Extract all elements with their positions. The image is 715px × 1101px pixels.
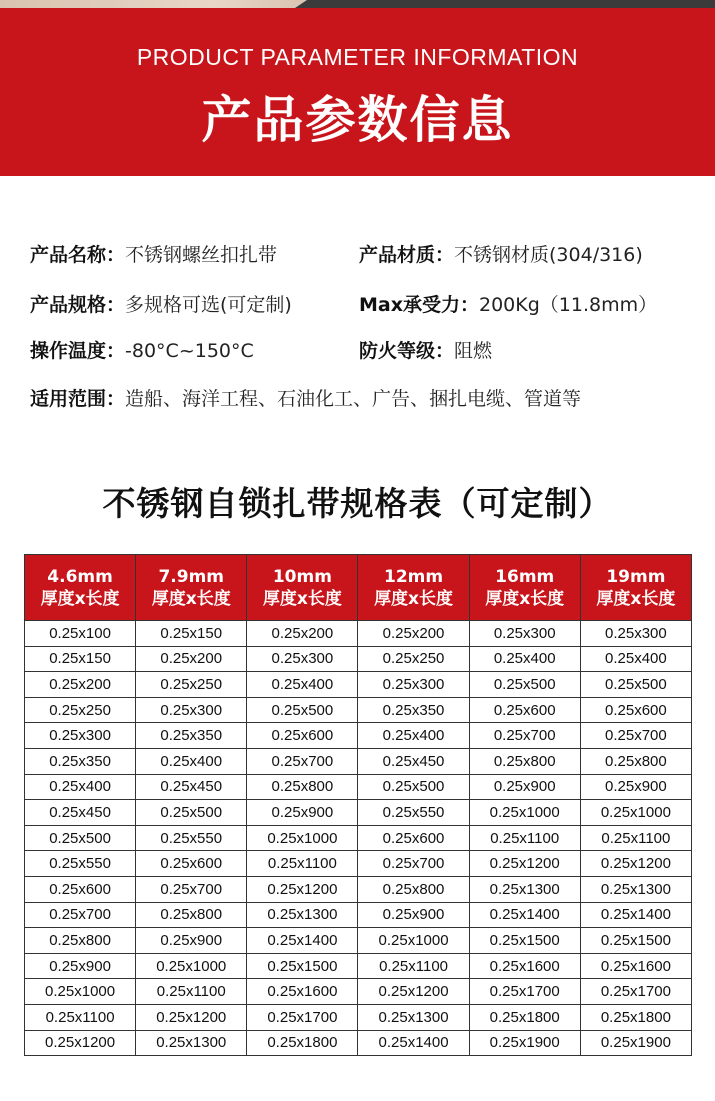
table-cell: 0.25x1900 xyxy=(580,1030,691,1056)
column-sub-label: 厚度x长度 xyxy=(151,588,231,609)
column-header xyxy=(358,555,469,621)
table-cell: 0.25x400 xyxy=(247,672,358,698)
table-cell: 0.25x600 xyxy=(469,697,580,723)
table-cell: 0.25x500 xyxy=(247,697,358,723)
table-cell: 0.25x1200 xyxy=(580,851,691,877)
table-cell: 0.25x1000 xyxy=(358,928,469,954)
table-cell: 0.25x600 xyxy=(25,876,136,902)
table-cell: 0.25x100 xyxy=(25,621,136,647)
table-cell: 0.25x150 xyxy=(25,646,136,672)
table-cell: 0.25x1300 xyxy=(469,876,580,902)
table-cell: 0.25x900 xyxy=(25,953,136,979)
info-item-specification xyxy=(30,290,292,317)
table-row xyxy=(25,851,692,877)
table-cell: 0.25x1800 xyxy=(247,1030,358,1056)
table-cell: 0.25x1200 xyxy=(247,876,358,902)
table-cell: 0.25x250 xyxy=(25,697,136,723)
table-cell: 0.25x500 xyxy=(358,774,469,800)
table-cell: 0.25x800 xyxy=(136,902,247,928)
table-cell: 0.25x800 xyxy=(358,876,469,902)
table-cell: 0.25x250 xyxy=(136,672,247,698)
column-header xyxy=(25,555,136,621)
info-value: 造船、海洋工程、石油化工、广告、捆扎电缆、管道等 xyxy=(125,388,582,410)
table-cell: 0.25x350 xyxy=(25,748,136,774)
info-item-material xyxy=(359,240,643,267)
table-cell: 0.25x900 xyxy=(580,774,691,800)
table-cell: 0.25x200 xyxy=(358,621,469,647)
table-cell: 0.25x500 xyxy=(469,672,580,698)
table-cell: 0.25x300 xyxy=(469,621,580,647)
table-cell: 0.25x450 xyxy=(25,800,136,826)
table-cell: 0.25x1300 xyxy=(358,1004,469,1030)
table-cell: 0.25x300 xyxy=(136,697,247,723)
table-cell: 0.25x250 xyxy=(358,646,469,672)
banner-top-strip xyxy=(0,0,715,8)
column-header xyxy=(580,555,691,621)
table-cell: 0.25x200 xyxy=(136,646,247,672)
info-value: 不锈钢螺丝扣扎带 xyxy=(125,244,278,266)
table-cell: 0.25x1100 xyxy=(358,953,469,979)
table-cell: 0.25x550 xyxy=(358,800,469,826)
info-label: 适用范围： xyxy=(30,388,126,410)
table-cell: 0.25x700 xyxy=(247,748,358,774)
column-width-label: 7.9mm xyxy=(158,566,224,587)
info-label: 产品名称： xyxy=(30,244,126,266)
table-cell: 0.25x1400 xyxy=(358,1030,469,1056)
table-cell: 0.25x1900 xyxy=(469,1030,580,1056)
table-cell: 0.25x300 xyxy=(247,646,358,672)
info-label: Max承受力： xyxy=(359,294,479,316)
table-cell: 0.25x1000 xyxy=(247,825,358,851)
table-row xyxy=(25,953,692,979)
table-cell: 0.25x200 xyxy=(247,621,358,647)
table-cell: 0.25x1000 xyxy=(580,800,691,826)
table-cell: 0.25x400 xyxy=(136,748,247,774)
table-cell: 0.25x1600 xyxy=(580,953,691,979)
column-sub-label: 厚度x长度 xyxy=(485,588,565,609)
table-row xyxy=(25,800,692,826)
table-cell: 0.25x700 xyxy=(469,723,580,749)
table-cell: 0.25x1000 xyxy=(25,979,136,1005)
table-cell: 0.25x1700 xyxy=(580,979,691,1005)
info-label: 产品材质： xyxy=(359,244,455,266)
column-sub-label: 厚度x长度 xyxy=(374,588,454,609)
table-row xyxy=(25,825,692,851)
table-cell: 0.25x1000 xyxy=(469,800,580,826)
table-cell: 0.25x1500 xyxy=(469,928,580,954)
table-cell: 0.25x1200 xyxy=(469,851,580,877)
table-cell: 0.25x300 xyxy=(25,723,136,749)
banner-dark-strip xyxy=(295,0,715,8)
table-cell: 0.25x1200 xyxy=(358,979,469,1005)
table-body xyxy=(25,621,692,1056)
table-cell: 0.25x550 xyxy=(25,851,136,877)
table-cell: 0.25x800 xyxy=(247,774,358,800)
table-cell: 0.25x800 xyxy=(580,748,691,774)
column-width-label: 12mm xyxy=(384,566,444,587)
table-row xyxy=(25,979,692,1005)
table-cell: 0.25x350 xyxy=(358,697,469,723)
table-cell: 0.25x400 xyxy=(580,646,691,672)
table-row xyxy=(25,774,692,800)
info-item-product-name xyxy=(30,240,277,267)
table-header-row xyxy=(25,555,692,621)
table-cell: 0.25x450 xyxy=(358,748,469,774)
table-cell: 0.25x450 xyxy=(136,774,247,800)
table-cell: 0.25x500 xyxy=(25,825,136,851)
table-row xyxy=(25,876,692,902)
table-cell: 0.25x1500 xyxy=(580,928,691,954)
table-row xyxy=(25,723,692,749)
table-cell: 0.25x1200 xyxy=(136,1004,247,1030)
spec-table xyxy=(24,554,692,1056)
column-width-label: 16mm xyxy=(495,566,555,587)
table-cell: 0.25x600 xyxy=(247,723,358,749)
column-sub-label: 厚度x长度 xyxy=(596,588,676,609)
info-item-application xyxy=(30,384,581,411)
info-item-max-load xyxy=(359,290,657,317)
table-cell: 0.25x1300 xyxy=(580,876,691,902)
table-cell: 0.25x1100 xyxy=(247,851,358,877)
column-sub-label: 厚度x长度 xyxy=(262,588,342,609)
table-cell: 0.25x1700 xyxy=(247,1004,358,1030)
table-cell: 0.25x1100 xyxy=(580,825,691,851)
table-cell: 0.25x700 xyxy=(136,876,247,902)
table-cell: 0.25x900 xyxy=(136,928,247,954)
table-cell: 0.25x1600 xyxy=(469,953,580,979)
banner-english-title: PRODUCT PARAMETER INFORMATION xyxy=(136,44,579,70)
info-value: 不锈钢材质(304/316) xyxy=(454,244,643,266)
table-cell: 0.25x400 xyxy=(358,723,469,749)
table-cell: 0.25x600 xyxy=(580,697,691,723)
table-cell: 0.25x1200 xyxy=(25,1030,136,1056)
info-label: 产品规格： xyxy=(30,294,126,316)
table-cell: 0.25x600 xyxy=(358,825,469,851)
table-cell: 0.25x500 xyxy=(136,800,247,826)
table-cell: 0.25x700 xyxy=(358,851,469,877)
table-cell: 0.25x900 xyxy=(469,774,580,800)
table-cell: 0.25x900 xyxy=(358,902,469,928)
table-cell: 0.25x500 xyxy=(580,672,691,698)
column-width-label: 10mm xyxy=(272,566,332,587)
column-header xyxy=(247,555,358,621)
table-row xyxy=(25,902,692,928)
table-cell: 0.25x600 xyxy=(136,851,247,877)
table-cell: 0.25x700 xyxy=(25,902,136,928)
table-cell: 0.25x300 xyxy=(358,672,469,698)
table-cell: 0.25x350 xyxy=(136,723,247,749)
table-cell: 0.25x1400 xyxy=(247,928,358,954)
info-value: 200Kg（11.8mm） xyxy=(478,294,658,316)
table-cell: 0.25x800 xyxy=(469,748,580,774)
table-row xyxy=(25,1030,692,1056)
info-label: 操作温度： xyxy=(30,340,126,362)
header-banner xyxy=(0,0,715,176)
table-cell: 0.25x1300 xyxy=(247,902,358,928)
column-width-label: 19mm xyxy=(606,566,666,587)
table-row xyxy=(25,621,692,647)
table-cell: 0.25x1100 xyxy=(25,1004,136,1030)
spec-table-title: 不锈钢自锁扎带规格表（可定制） xyxy=(102,484,613,523)
column-sub-label: 厚度x长度 xyxy=(40,588,120,609)
table-row xyxy=(25,1004,692,1030)
info-value: 阻燃 xyxy=(454,340,493,362)
info-value: 多规格可选(可定制) xyxy=(125,294,292,316)
table-cell: 0.25x150 xyxy=(136,621,247,647)
column-header xyxy=(136,555,247,621)
info-label: 防火等级： xyxy=(359,340,455,362)
table-cell: 0.25x200 xyxy=(25,672,136,698)
column-header xyxy=(469,555,580,621)
table-row xyxy=(25,928,692,954)
table-row xyxy=(25,748,692,774)
table-cell: 0.25x1700 xyxy=(469,979,580,1005)
info-value: -80°C~150°C xyxy=(125,340,254,362)
table-cell: 0.25x300 xyxy=(580,621,691,647)
table-row xyxy=(25,697,692,723)
table-cell: 0.25x1100 xyxy=(469,825,580,851)
table-cell: 0.25x550 xyxy=(136,825,247,851)
table-cell: 0.25x1800 xyxy=(469,1004,580,1030)
table-cell: 0.25x1300 xyxy=(136,1030,247,1056)
column-width-label: 4.6mm xyxy=(47,566,113,587)
info-item-operating-temp xyxy=(30,336,254,363)
table-row xyxy=(25,672,692,698)
table-cell: 0.25x1000 xyxy=(136,953,247,979)
table-row xyxy=(25,646,692,672)
table-cell: 0.25x1400 xyxy=(580,902,691,928)
table-cell: 0.25x700 xyxy=(580,723,691,749)
table-cell: 0.25x1100 xyxy=(136,979,247,1005)
table-cell: 0.25x400 xyxy=(25,774,136,800)
table-cell: 0.25x1800 xyxy=(580,1004,691,1030)
table-cell: 0.25x1500 xyxy=(247,953,358,979)
table-cell: 0.25x800 xyxy=(25,928,136,954)
banner-chinese-title: 产品参数信息 xyxy=(201,91,514,149)
table-cell: 0.25x1600 xyxy=(247,979,358,1005)
table-cell: 0.25x400 xyxy=(469,646,580,672)
table-cell: 0.25x900 xyxy=(247,800,358,826)
table-cell: 0.25x1400 xyxy=(469,902,580,928)
info-item-fire-rating xyxy=(359,336,492,363)
